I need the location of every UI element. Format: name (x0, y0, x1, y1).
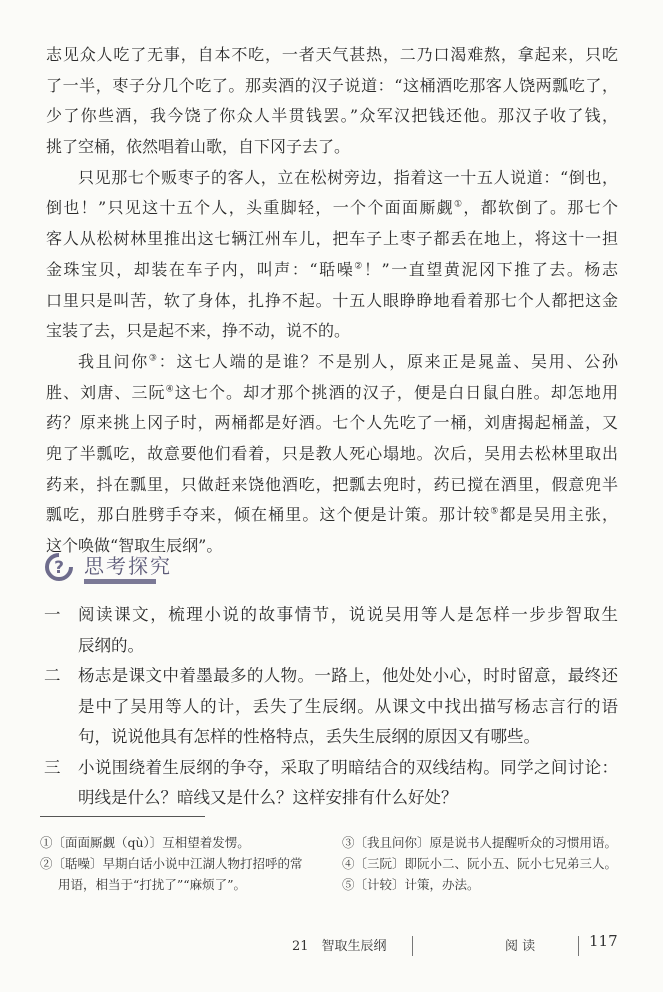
footnote: ③〔我且问你〕原是说书人提醒听众的习惯用语。 (342, 835, 618, 850)
text-line: 了一半，枣子分几个吃了。那卖酒的汉子说道：“这桶酒吃那客人饶两瓢吃了， (46, 75, 618, 95)
text-line: 小说围绕着生辰纲的争夺，采取了明暗结合的双线结构。同学之间讨论： (78, 757, 618, 777)
footnote (40, 832, 330, 853)
text-line: 阅读课文，梳理小说的故事情节，说说吴用等人是怎样一步步智取生 (78, 605, 618, 624)
paragraph-3 (46, 347, 618, 562)
footnote-marker: ③ (148, 353, 159, 364)
footer-divider (412, 936, 413, 956)
text-line: 杨志是课文中着墨最多的人物。一路上，他处处小心，时时留意，最终还 (78, 666, 618, 685)
text-line: 药来，抖在瓢里，只做赶来饶他酒吃，把瓢去兜时，药已搅在酒里，假意兜半 (46, 474, 618, 494)
title-underline (84, 579, 156, 584)
text-line: 口里只是叫苦，软了身体，扎挣不起。十五人眼睁睁地看着那七个人都把这金 (46, 290, 618, 310)
footnote-marker: ⑤ (490, 506, 500, 517)
text-line: 我且问你③：这七人端的是谁？不是别人，原来正是晁盖、吴用、公孙 (78, 351, 618, 371)
footnote: ⑤〔计较〕计策，办法。 (342, 877, 480, 892)
question-number: 二 (44, 666, 61, 685)
question-item (44, 600, 618, 661)
text-line: 这个唤做“智取生辰纲”。 (46, 536, 223, 555)
footer-divider (578, 936, 579, 956)
footnote-marker: ④ (165, 384, 175, 395)
text-line: 明线是什么？暗线又是什么？这样安排有什么好处？ (78, 788, 458, 807)
text-line: 宝装了去，只是起不来，挣不动，说不的。 (46, 321, 351, 341)
footnotes-left (40, 832, 330, 895)
text-line: 是中了吴用等人的计，丢失了生辰纲。从课文中找出描写杨志言行的语 (78, 696, 618, 716)
svg-text:?: ? (54, 558, 64, 578)
footnote: ④〔三阮〕即阮小二、阮小五、阮小七兄弟三人。 (342, 856, 618, 871)
text-line: 倒也！”只见这十五个人，头重脚轻，一个个面面厮觑①，都软倒了。那七个 (46, 198, 618, 218)
paragraph-1 (46, 40, 618, 163)
lesson-title: 21 智取生辰纲 (292, 939, 387, 954)
footnotes-right (342, 832, 622, 895)
text-line: 句，说说他具有怎样的性格特点，丢失生辰纲的原因又有哪些。 (78, 727, 540, 746)
footnote-text: ①〔面面厮觑（qù）〕互相望着发愣。 (40, 835, 250, 850)
text-line: 辰纲的。 (78, 635, 144, 655)
paragraph-2 (46, 163, 618, 347)
question-list (44, 600, 618, 814)
text-line: 挑了空桶，依然唱着山歌，自下冈子去了。 (46, 137, 351, 157)
footnote-marker: ① (453, 200, 464, 211)
text-line: 志见众人吃了无事，自本不吃，一者天气甚热，二乃口渴难熬，拿起来，只吃 (46, 45, 618, 64)
text-line: 只见那七个贩枣子的客人，立在松树旁边，指着这一十五人说道：“倒也， (78, 167, 618, 187)
footnote (40, 853, 330, 895)
section-label: 阅 读 (505, 939, 536, 954)
question-number: 一 (44, 605, 61, 624)
question-number: 三 (44, 757, 61, 777)
footnote-marker: ② (354, 261, 364, 272)
text-line: 金珠宝贝，却装在车子内，叫声：“聒噪②！”一直望黄泥冈下推了去。杨志 (46, 259, 618, 279)
footnote-divider (40, 816, 205, 817)
text-line: 瓢吃，那白胜劈手夺来，倾在桶里。这个便是计策。那计较⑤都是吴用主张， (46, 505, 618, 525)
text-line: 少了你些酒，我今饶了你众人半贯钱罢。”众军汉把钱还他。那汉子收了钱， (46, 106, 618, 126)
text-line: 客人从松树林里推出这七辆江州车儿，把车子上枣子都丢在地上，将这十一担 (46, 229, 618, 249)
page-number: 117 (589, 932, 618, 950)
footnote-text: 用语，相当于“打扰了”“麻烦了”。 (58, 877, 247, 892)
footnote-text: ②〔聒噪〕早期白话小说中江湖人物打招呼的常 (40, 856, 303, 871)
text-line: 药？原来挑上冈子时，两桶都是好酒。七个人先吃了一桶，刘唐揭起桶盖，又 (46, 413, 618, 433)
question-item (44, 661, 618, 753)
question-circle-icon (44, 552, 74, 582)
main-text (46, 40, 618, 562)
text-line: 胜、刘唐、三阮④这七个。却才那个挑酒的汉子，便是白日鼠白胜。却怎地用 (46, 382, 618, 402)
text-line: 兜了半瓢吃，故意要他们看着，只是教人死心塌地。次后，吴用去松林里取出 (46, 443, 618, 463)
section-title: 思考探究 (84, 554, 172, 578)
question-item (44, 753, 618, 814)
